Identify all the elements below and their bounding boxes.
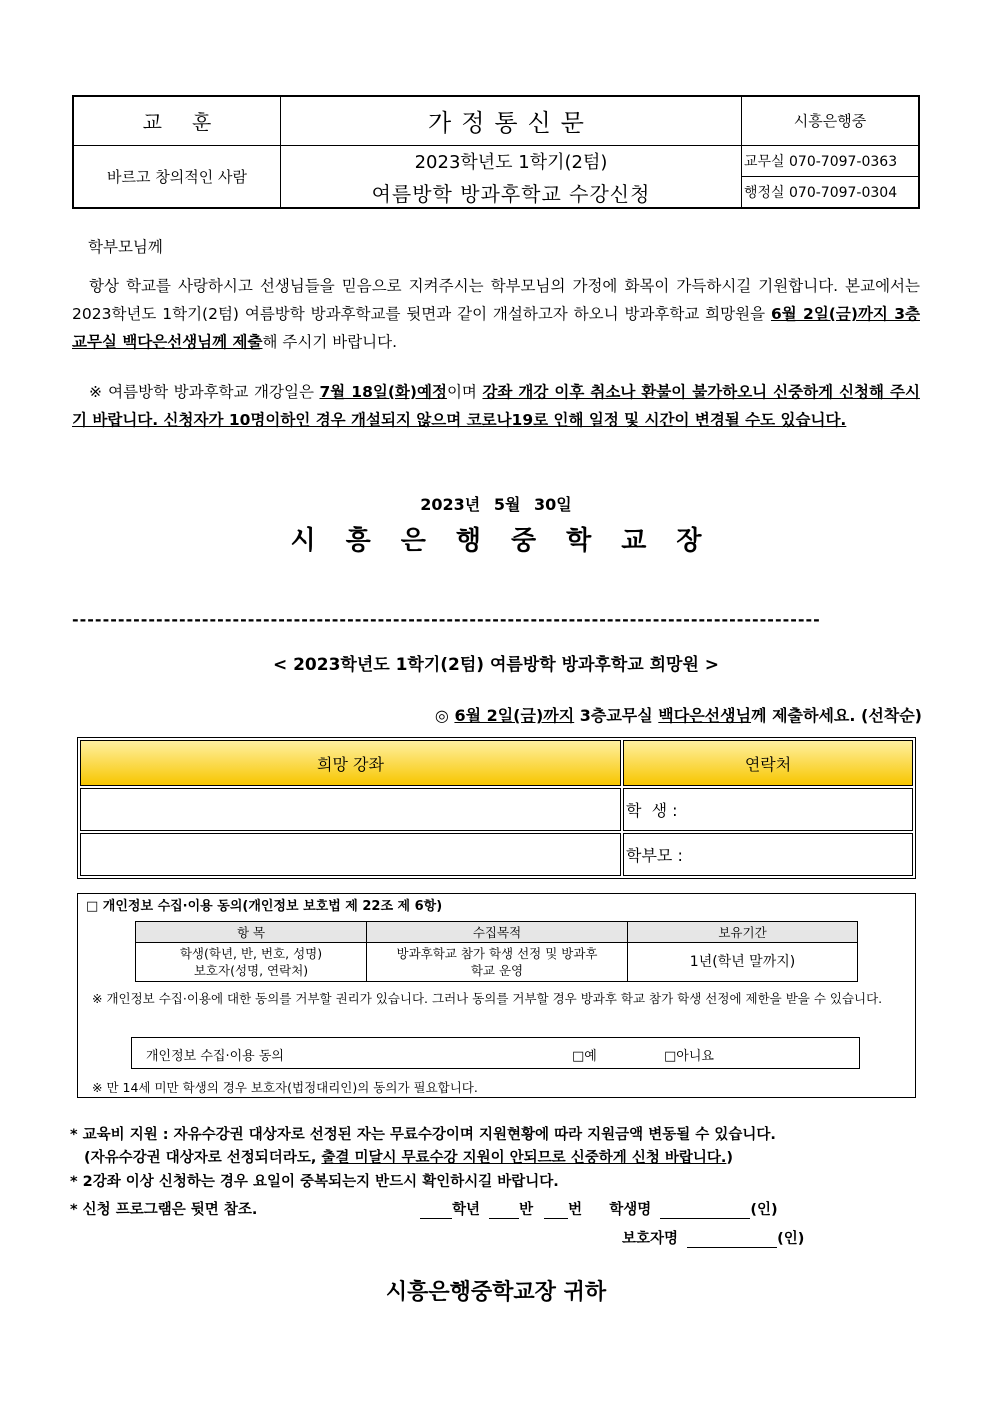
office-phone-2: 행정실 070-7097-0304 (742, 176, 920, 207)
notice-paragraph: ※ 여름방학 방과후학교 개강일은 7월 18일(화)예정이며 강좌 개강 이후 취소나 환불이 불가하오니 신중하게 신청해 주시기 바랍니다. 신청자가 10명이하인 경우 개설되지 않으며 코로나19로 인해 일정 및 시간이 변경될 수도 있습니다. (72, 383, 920, 429)
guardian-line: 보호자명 (인) (622, 1231, 805, 1247)
privacy-purpose: 방과후학교 참가 학생 선정 및 방과후 학교 운영 (367, 943, 628, 982)
privacy-period: 1년(학년 말까지) (628, 943, 858, 982)
guardian-note: ※ 만 14세 미만 학생의 경우 보호자(법정대리인)의 동의가 필요합니다. (92, 1080, 478, 1095)
letter-date: 2023년 5월 30일 (420, 495, 572, 514)
student-name-blank[interactable] (660, 1202, 750, 1219)
privacy-consent-box (77, 893, 916, 1098)
privacy-title: □ 개인정보 수집·이용 동의(개인정보 보호법 제 22조 제 6항) (86, 899, 443, 914)
col-course: 희망 강좌 (80, 740, 621, 786)
subject-line1: 2023학년도 1학기(2텀) (414, 151, 608, 173)
letter-paragraph: 항상 학교를 사랑하시고 선생님들을 믿음으로 지켜주시는 학부모님의 가정에 화목이 가득하시길 기원합니다. 본교에서는 2023학년도 1학기(2텀) 여름방학 방과후학교를 뒷면과 같이 개설하고자 하오니 방과후학교 희망원을 6월 2일(금)까지 3층교무실 백다은선생님께 제출해 주시기 바랍니다. (72, 277, 920, 351)
deadline-emphasis: 6월 2일(금)까지 3층교무실 백다은선생님께 제출 (72, 305, 920, 351)
grade-blank[interactable] (420, 1202, 452, 1219)
document-title: 가정통신문 (281, 96, 742, 145)
support-note: * 교육비 지원 : 자유수강권 대상자로 선정된 자는 무료수강이며 지원현황에 따라 지원금액 변동될 수 있습니다. (70, 1127, 776, 1143)
parent-contact-field[interactable]: 학부모 : (623, 833, 913, 876)
see-back-note: * 신청 프로그램은 뒷면 참조. (70, 1202, 258, 1218)
subject-line2: 여름방학 방과후학교 수강신청 (371, 181, 651, 206)
number-blank[interactable] (544, 1202, 568, 1219)
student-contact-field[interactable]: 학 생 : (623, 788, 913, 831)
privacy-note: ※ 개인정보 수집·이용에 대한 동의를 거부할 권리가 있습니다. 그러나 동의를 거부할 경우 방과후 학교 참가 학생 선정에 제한을 받을 수 있습니다. (92, 991, 883, 1006)
principal-signature: 시흥은행중학교장 (290, 526, 732, 556)
guardian-name-blank[interactable] (687, 1231, 777, 1248)
student-info-line: 학년 반 번 학생명 (인) (420, 1198, 778, 1219)
wish-table (77, 737, 916, 879)
two-courses-note: * 2강좌 이상 신청하는 경우 요일이 중복되는지 반드시 확인하시길 바랍니다. (70, 1174, 559, 1190)
consent-row: 개인정보 수집·이용 동의 □예 □아니요 (131, 1037, 860, 1069)
form-title: < 2023학년도 1학기(2텀) 여름방학 방과후학교 희망원 > (272, 655, 720, 675)
motto-label: 교훈 (73, 96, 281, 145)
privacy-items: 학생(학년, 반, 번호, 성명) 보호자(성명, 연락처) (136, 943, 367, 982)
notice-warning: 강좌 개강 이후 취소나 환불이 불가하오니 신중하게 신청해 주시기 바랍니다. 신청자가 10명이하인 경우 개설되지 않으며 코로나19로 인해 일정 및 시간이 변경될 수도 있습니다. (72, 383, 920, 429)
support-note-2: (자유수강권 대상자로 선정되더라도, 출결 미달시 무료수강 지원이 안되므로 신중하게 신청 바랍니다.) (84, 1150, 734, 1166)
course-input-2[interactable] (80, 833, 621, 876)
start-date: 7월 18일(화)예정 (319, 383, 447, 401)
school-name: 시흥은행중 (742, 96, 920, 145)
privacy-table: 항 목 수집목적 보유기간 학생(학년, 반, 번호, 성명) 보호자(성명, 연락처) 방과후학교 참가 학생 선정 및 방과후 학교 운영 1년(학년 말까지) (135, 921, 858, 982)
subject (281, 145, 742, 208)
motto: 바르고 창의적인 사람 (73, 145, 281, 208)
consent-yes-checkbox[interactable]: □예 (572, 1049, 597, 1064)
form-deadline: ◎ 6월 2일(금)까지 3층교무실 백다은선생님께 제출하세요. (선착순) (434, 706, 922, 725)
class-blank[interactable] (489, 1202, 519, 1219)
office-phone-1: 교무실 070-7097-0363 (742, 145, 920, 176)
header-table (72, 95, 920, 209)
consent-no-checkbox[interactable]: □아니요 (664, 1049, 714, 1064)
col-contact: 연락처 (623, 740, 913, 786)
course-input-1[interactable] (80, 788, 621, 831)
closing-addressee: 시흥은행중학교장 귀하 (385, 1280, 607, 1305)
cut-line: -------------------------------------------------------------------------------------------------- (72, 610, 821, 629)
greeting: 학부모님께 (88, 238, 163, 256)
